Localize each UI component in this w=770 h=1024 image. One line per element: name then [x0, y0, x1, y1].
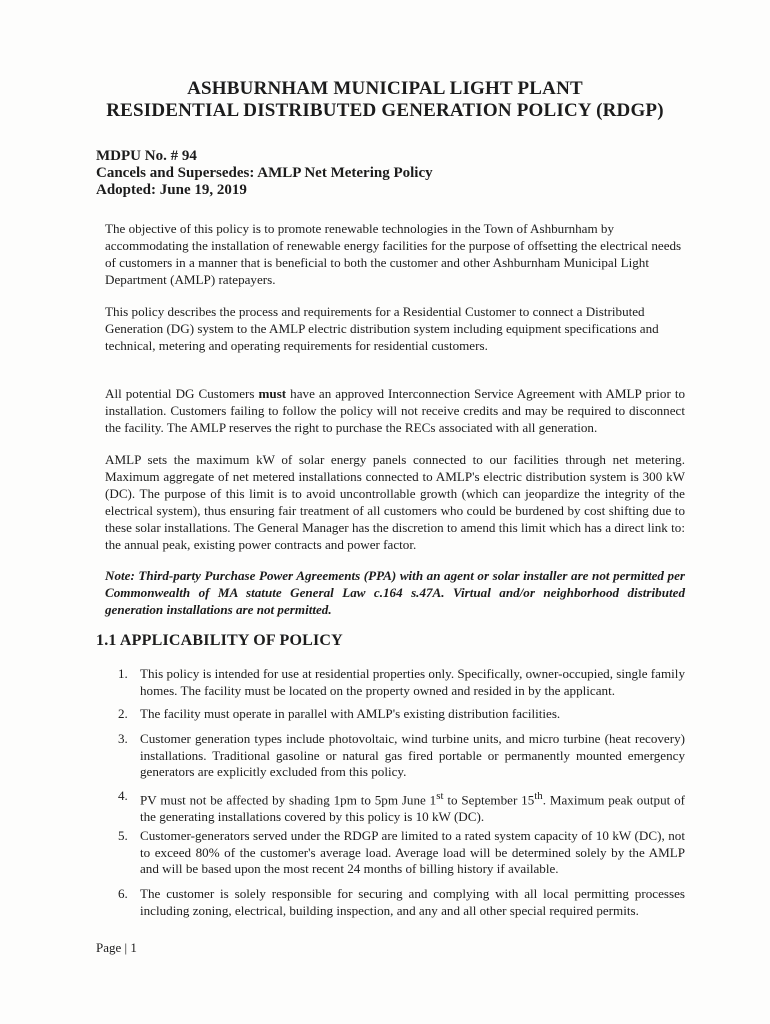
list-item-text: Customer-generators served under the RDGP are limited to a rated system capacity of 10 kW (DC), not to exceed 80% of the customer's average load. Average load will be determined solely by the AMLP and will be based upon the most recent 24 months of billing history if available. [140, 828, 685, 877]
objective-paragraph: The objective of this policy is to promote renewable technologies in the Town of Ashburnham by accommodating the installation of renewable energy facilities for the purpose of offsetting the electrical needs of customers in a manner that is beneficial to both the customer and other Ashburnham Municipal Light Department (AMLP) ratepayers. [105, 221, 682, 287]
list-item-number: 5. [118, 828, 128, 843]
ppa-note: Note: Third-party Purchase Power Agreements (PPA) with an agent or solar installer are not permitted per Commonwealth of MA statute General Law c.164 s.47A. Virtual and/or neighborhood distributed generation installations are not permitted. [105, 568, 685, 617]
mdpu-number: MDPU No. # 94 [96, 148, 197, 164]
ordinal-suffix: th [534, 790, 543, 802]
page-number: Page | 1 [96, 940, 137, 955]
list-item-number: 4. [118, 788, 128, 803]
net-metering-limit-paragraph: AMLP sets the maximum kW of solar energy panels connected to our facilities through net metering. Maximum aggregate of net metered installations connected to AMLP's electric distribution system is 300 kW (DC). The purpose of this limit is to avoid uncontrollable growth (which can jeopardize the integrity of the electrical system), thus ensuring fair treatment of all customers who could be burdened by cost shifting due to these solar installations. The General Manager has the discretion to amend this limit which has a direct link to: the annual peak, existing power contracts and power factor. [105, 452, 685, 552]
must-emphasis: must [258, 386, 287, 401]
list-item-number: 1. [118, 666, 128, 681]
list-item-text: The facility must operate in parallel with AMLP's existing distribution facilities. [140, 706, 561, 721]
section-heading-applicability: 1.1 APPLICABILITY OF POLICY [96, 632, 343, 649]
list-item-number: 2. [118, 706, 128, 721]
ordinal-suffix: st [436, 790, 444, 802]
list-item-text-part: to September 15 [443, 792, 535, 808]
list-item [118, 828, 685, 878]
list-item [118, 788, 685, 826]
list-item-text: Customer generation types include photovoltaic, wind turbine units, and micro turbine (heat recovery) installations. Traditional gasoline or natural gas fired portable or permanently mounted emergency generators are explicitly excluded from this policy. [140, 731, 685, 780]
document-title-line-2: RESIDENTIAL DISTRIBUTED GENERATION POLICY (RDGP) [106, 100, 664, 121]
list-item [118, 886, 685, 919]
list-item-number: 3. [118, 731, 128, 746]
list-item-text [140, 788, 685, 826]
list-item-text-part: PV must not be affected by shading 1pm to 5pm June 1 [140, 792, 437, 808]
supersedes-line: Cancels and Supersedes: AMLP Net Metering Policy [96, 165, 433, 181]
list-item [118, 706, 685, 723]
list-item [118, 731, 685, 781]
interconnection-text-b: have an approved Interconnection Service Agreement with AMLP prior to installation. Customers failing to follow the policy will not receive credits and may be required to disconnect the facility. The AMLP reserves the right to purchase the RECs associated with all generation. [105, 386, 685, 435]
list-item-text: The customer is solely responsible for securing and complying with all local permitting processes including zoning, electrical, building inspection, and any and all other special required permits. [140, 886, 685, 918]
list-item-number: 6. [118, 886, 128, 901]
policy-description-paragraph: This policy describes the process and requirements for a Residential Customer to connect a Distributed Generation (DG) system to the AMLP electric distribution system including equipment specifications and technical, metering and operating requirements for residential customers. [105, 304, 659, 353]
adopted-date: Adopted: June 19, 2019 [96, 182, 247, 198]
interconnection-text-a: All potential DG Customers [105, 386, 259, 401]
list-item [118, 666, 685, 699]
interconnection-paragraph [105, 386, 685, 437]
list-item-text: This policy is intended for use at residential properties only. Specifically, owner-occupied, single family homes. The facility must be located on the property owned and resided in by the applicant. [140, 666, 685, 698]
list-item-text-part: . Maximum peak output of the generating installations covered by this policy is 10 kW (DC). [140, 792, 685, 824]
document-title-line-1: ASHBURNHAM MUNICIPAL LIGHT PLANT [187, 78, 583, 99]
